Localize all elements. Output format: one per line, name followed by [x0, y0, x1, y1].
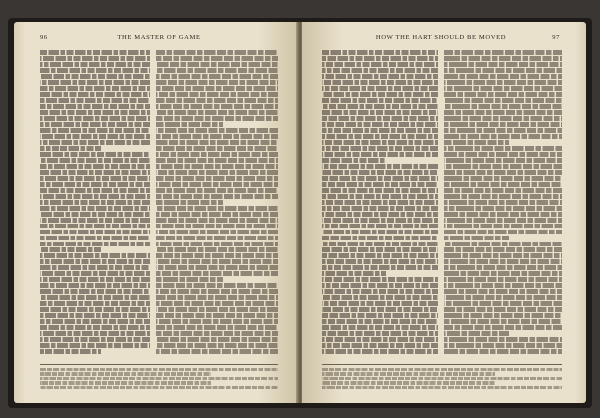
text-line	[322, 307, 438, 312]
text-line	[444, 325, 562, 330]
text-line	[156, 92, 278, 97]
text-line	[322, 325, 438, 330]
text-line	[40, 337, 150, 342]
text-line	[444, 104, 562, 109]
text-line	[40, 98, 150, 103]
text-line	[156, 236, 278, 241]
text-line	[156, 50, 278, 55]
text-line	[156, 230, 278, 235]
text-line	[322, 86, 438, 91]
text-line	[40, 68, 150, 73]
text-line	[156, 104, 278, 109]
text-line	[444, 158, 562, 163]
text-line	[156, 331, 278, 336]
text-line	[322, 313, 438, 318]
text-line	[322, 242, 438, 247]
text-line	[40, 194, 150, 199]
text-line	[322, 349, 438, 354]
text-line	[156, 110, 278, 115]
text-line	[40, 301, 150, 306]
text-line	[444, 86, 562, 91]
text-line	[156, 140, 278, 145]
text-line	[444, 301, 562, 306]
text-line	[40, 295, 150, 300]
text-line	[444, 313, 562, 318]
text-line	[40, 92, 150, 97]
text-line	[444, 295, 562, 300]
text-line	[322, 152, 438, 157]
text-line	[156, 224, 278, 229]
text-line	[444, 337, 562, 342]
text-line	[40, 110, 150, 115]
text-line	[444, 289, 562, 294]
text-line	[40, 212, 150, 217]
left-footnotes	[40, 368, 278, 394]
text-line	[444, 247, 562, 252]
text-line	[322, 110, 438, 115]
text-line	[444, 92, 562, 97]
text-line	[444, 206, 562, 211]
text-line	[40, 236, 150, 241]
text-line	[444, 110, 562, 115]
text-line	[444, 170, 562, 175]
text-line	[322, 146, 438, 151]
right-running-title: HOW THE HART SHOULD BE MOVED	[375, 34, 507, 41]
left-running-title: THE MASTER OF GAME	[117, 34, 201, 41]
footnote-line	[322, 381, 495, 384]
text-line	[322, 92, 438, 97]
text-line	[322, 277, 438, 282]
footnote-line	[322, 377, 562, 380]
text-line	[322, 283, 438, 288]
text-line	[40, 152, 150, 157]
text-line	[444, 140, 509, 145]
right-page-number: 97	[552, 34, 560, 41]
text-line	[156, 271, 278, 276]
text-line	[322, 218, 438, 223]
text-line	[156, 212, 278, 217]
text-line	[444, 62, 562, 67]
right-running-head	[322, 34, 560, 46]
text-line	[322, 212, 438, 217]
text-line	[156, 277, 223, 282]
text-line	[322, 116, 438, 121]
text-line	[444, 68, 562, 73]
text-line	[40, 343, 150, 348]
text-line	[40, 170, 150, 175]
text-line	[444, 218, 562, 223]
text-line	[322, 194, 438, 199]
left-page-roman-column	[156, 50, 278, 360]
text-line	[156, 68, 278, 73]
text-line	[322, 50, 438, 55]
text-line	[40, 164, 150, 169]
text-line	[40, 158, 150, 163]
text-line	[40, 331, 150, 336]
text-line	[444, 182, 562, 187]
text-line	[444, 319, 562, 324]
text-line	[322, 128, 438, 133]
text-line	[156, 337, 278, 342]
footnote-line	[40, 377, 278, 380]
text-line	[40, 86, 150, 91]
text-line	[322, 301, 438, 306]
text-line	[156, 325, 278, 330]
text-line	[444, 242, 562, 247]
text-line	[444, 331, 509, 336]
text-line	[156, 122, 223, 127]
text-line	[156, 319, 278, 324]
text-line	[40, 146, 101, 151]
text-line	[156, 80, 278, 85]
text-line	[40, 74, 150, 79]
text-line	[322, 176, 438, 181]
text-line	[40, 277, 150, 282]
text-line	[40, 128, 150, 133]
text-line	[444, 116, 562, 121]
text-line	[40, 80, 150, 85]
right-footnotes	[322, 368, 562, 394]
text-line	[40, 62, 150, 67]
footnote-line	[40, 381, 211, 384]
text-line	[322, 80, 438, 85]
left-footnote-rule	[40, 364, 278, 365]
text-line	[156, 176, 278, 181]
footnote-line	[40, 372, 211, 375]
text-line	[444, 230, 562, 235]
text-line	[40, 325, 150, 330]
text-line	[322, 224, 438, 229]
left-page-number: 96	[40, 34, 48, 41]
text-line	[156, 194, 278, 199]
text-line	[444, 50, 562, 55]
text-line	[40, 242, 150, 247]
text-line	[40, 253, 150, 258]
text-line	[322, 164, 438, 169]
text-line	[444, 343, 562, 348]
text-line	[40, 289, 150, 294]
text-line	[444, 74, 562, 79]
text-line	[156, 74, 278, 79]
text-line	[40, 259, 150, 264]
text-line	[156, 146, 278, 151]
right-page-roman-column	[444, 50, 562, 360]
text-line	[156, 265, 278, 270]
text-line	[322, 265, 438, 270]
right-footnote-rule	[322, 364, 562, 365]
text-line	[156, 218, 278, 223]
text-line	[322, 134, 438, 139]
text-line	[156, 128, 278, 133]
left-running-head	[40, 34, 278, 46]
text-line	[40, 319, 150, 324]
text-line	[40, 140, 150, 145]
text-line	[40, 230, 150, 235]
text-line	[444, 176, 562, 181]
text-line	[444, 134, 562, 139]
text-line	[322, 200, 438, 205]
text-line	[322, 319, 438, 324]
text-line	[40, 206, 150, 211]
text-line	[322, 182, 438, 187]
text-line	[156, 200, 223, 205]
text-line	[322, 247, 438, 252]
text-line	[156, 98, 278, 103]
text-line	[156, 295, 278, 300]
text-line	[322, 104, 438, 109]
text-line	[156, 62, 278, 67]
right-page-italic-column	[322, 50, 438, 360]
text-line	[156, 242, 278, 247]
footnote-line	[322, 386, 562, 389]
text-line	[40, 224, 150, 229]
text-line	[40, 176, 150, 181]
text-line	[322, 331, 438, 336]
text-line	[322, 56, 438, 61]
text-line	[156, 283, 278, 288]
text-line	[322, 295, 438, 300]
text-line	[40, 349, 101, 354]
text-line	[40, 116, 150, 121]
text-line	[444, 253, 562, 258]
text-line	[322, 230, 438, 235]
text-line	[156, 289, 278, 294]
text-line	[156, 116, 278, 121]
text-line	[40, 122, 150, 127]
footnote-line	[322, 368, 562, 371]
text-line	[40, 218, 150, 223]
text-line	[444, 236, 509, 241]
text-line	[444, 80, 562, 85]
text-line	[444, 128, 562, 133]
text-line	[444, 164, 562, 169]
text-line	[40, 265, 150, 270]
text-line	[322, 236, 438, 241]
text-line	[444, 307, 562, 312]
text-line	[444, 194, 562, 199]
text-line	[156, 313, 278, 318]
text-line	[444, 349, 562, 354]
text-line	[322, 158, 386, 163]
text-line	[40, 104, 150, 109]
footnote-line	[322, 372, 495, 375]
text-line	[156, 158, 278, 163]
text-line	[322, 271, 386, 276]
text-line	[322, 289, 438, 294]
text-line	[322, 62, 438, 67]
text-line	[40, 188, 150, 193]
text-line	[444, 212, 562, 217]
footnote-line	[40, 386, 278, 389]
footnote-line	[40, 368, 278, 371]
text-line	[40, 247, 101, 252]
text-line	[444, 277, 562, 282]
text-line	[322, 122, 438, 127]
text-line	[322, 188, 438, 193]
text-line	[322, 253, 438, 258]
text-line	[444, 259, 562, 264]
text-line	[322, 170, 438, 175]
text-line	[40, 50, 150, 55]
text-line	[156, 206, 278, 211]
text-line	[444, 224, 562, 229]
text-line	[444, 98, 562, 103]
text-line	[444, 188, 562, 193]
text-line	[322, 140, 438, 145]
text-line	[156, 152, 278, 157]
text-line	[444, 200, 562, 205]
text-line	[40, 200, 150, 205]
text-line	[156, 253, 278, 258]
text-line	[322, 74, 438, 79]
text-line	[156, 188, 278, 193]
text-line	[40, 313, 150, 318]
text-line	[444, 152, 562, 157]
text-line	[444, 56, 562, 61]
text-line	[444, 271, 562, 276]
text-line	[322, 259, 438, 264]
text-line	[40, 182, 150, 187]
text-line	[156, 86, 278, 91]
left-page-italic-column	[40, 50, 150, 360]
text-line	[156, 170, 278, 175]
text-line	[40, 307, 150, 312]
text-line	[40, 134, 150, 139]
text-line	[156, 259, 278, 264]
text-line	[444, 265, 562, 270]
text-line	[444, 122, 562, 127]
text-line	[156, 164, 278, 169]
text-line	[322, 337, 438, 342]
text-line	[156, 301, 278, 306]
text-line	[322, 68, 438, 73]
text-line	[444, 146, 562, 151]
text-line	[322, 343, 438, 348]
text-line	[156, 247, 278, 252]
text-line	[40, 283, 150, 288]
text-line	[156, 182, 278, 187]
text-line	[322, 206, 438, 211]
text-line	[322, 98, 438, 103]
text-line	[40, 271, 150, 276]
text-line	[156, 56, 278, 61]
text-line	[156, 307, 278, 312]
text-line	[156, 349, 278, 354]
text-line	[156, 343, 278, 348]
text-line	[156, 134, 278, 139]
text-line	[40, 56, 150, 61]
text-line	[444, 283, 562, 288]
